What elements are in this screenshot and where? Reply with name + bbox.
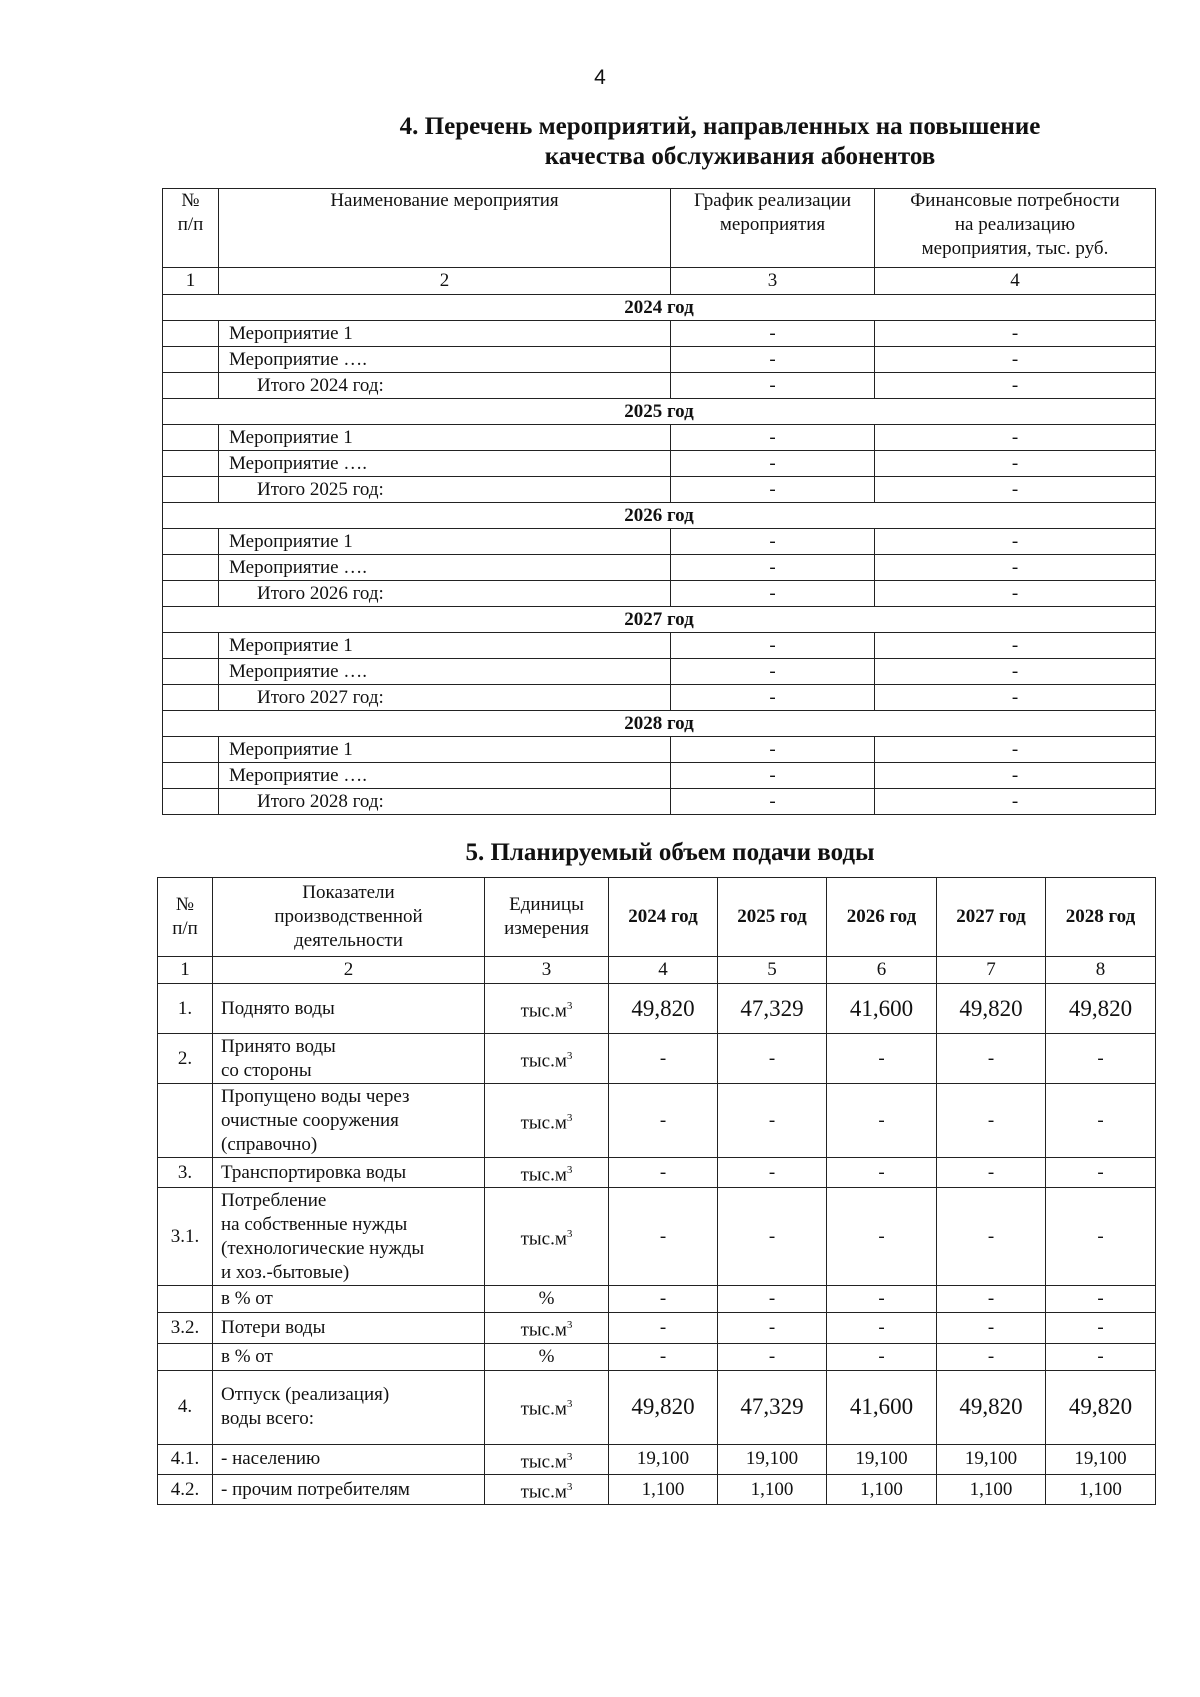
- indicator-value: -: [937, 1313, 1046, 1343]
- indicator-value: -: [827, 1313, 937, 1343]
- indicator-line: Принято воды: [221, 1035, 336, 1057]
- row-num-cell: [163, 789, 219, 815]
- indicator-unit: [485, 1188, 609, 1286]
- indicator-unit: [485, 1158, 609, 1188]
- unit-superscript: 3: [566, 1164, 573, 1176]
- indicator-unit: [485, 1474, 609, 1504]
- indicator-value: -: [1046, 1158, 1156, 1188]
- unit-text: тыс.м: [520, 1112, 567, 1134]
- indicator-line: Потребление: [221, 1189, 327, 1211]
- indicator-row: [158, 1034, 1156, 1084]
- header-name: [219, 189, 671, 268]
- indicator-num: 4.2.: [158, 1474, 213, 1504]
- unit-superscript: 3: [566, 1228, 573, 1241]
- indicator-num: [158, 1343, 213, 1370]
- header-num: [163, 189, 219, 268]
- section-4-title-line-2: качества обслуживания абонентов: [544, 143, 936, 170]
- indicator-value: 41,600: [827, 1370, 937, 1444]
- indicator-unit: [485, 1444, 609, 1474]
- indicator-value: 49,820: [609, 1370, 718, 1444]
- indicator-line: (технологические нужды: [221, 1237, 425, 1259]
- indicator-num: 2.: [158, 1034, 213, 1084]
- indicator-value: 47,329: [718, 984, 827, 1034]
- indicator-value: -: [937, 1084, 1046, 1158]
- year-label: 2028 год: [163, 711, 1156, 737]
- measure-row: [163, 737, 1156, 763]
- indicator-value: 41,600: [827, 984, 937, 1034]
- indicator-name: [213, 1343, 485, 1370]
- year-label: 2027 год: [163, 607, 1156, 633]
- row-num-cell: [163, 373, 219, 399]
- indicator-value: 19,100: [609, 1444, 718, 1474]
- row-num-cell: [163, 451, 219, 477]
- measure-finance: -: [875, 373, 1156, 399]
- indicator-value: -: [937, 1188, 1046, 1286]
- row-num-cell: [163, 529, 219, 555]
- unit-text: %: [538, 1288, 555, 1310]
- indicator-value: -: [718, 1034, 827, 1084]
- indicator-line: со стороны: [221, 1059, 312, 1081]
- indicator-name: [213, 1370, 485, 1444]
- header-year: 2027 год: [937, 878, 1046, 957]
- indicator-row: [158, 1158, 1156, 1188]
- measure-schedule: -: [671, 425, 875, 451]
- header-finance-line-2: на реализацию: [954, 214, 1076, 235]
- measure-finance: -: [875, 425, 1156, 451]
- indicator-unit: [485, 1034, 609, 1084]
- indicator-value: -: [937, 1034, 1046, 1084]
- indicator-line: (справочно): [221, 1133, 318, 1155]
- indicator-value: 49,820: [609, 984, 718, 1034]
- year-row: [163, 295, 1156, 321]
- indicator-name: [213, 1158, 485, 1188]
- header-schedule-line-1: График реализации: [693, 190, 852, 211]
- indicator-value: -: [827, 1286, 937, 1313]
- indicator-num: 3.1.: [158, 1188, 213, 1286]
- header-schedule-line-2: мероприятия: [719, 214, 826, 235]
- measure-row: [163, 555, 1156, 581]
- measure-name: Итого 2028 год:: [219, 789, 671, 815]
- indicator-value: -: [1046, 1188, 1156, 1286]
- measure-name: Мероприятие ….: [219, 659, 671, 685]
- row-num-cell: [163, 347, 219, 373]
- indicator-value: 19,100: [718, 1444, 827, 1474]
- indicator-value: -: [827, 1084, 937, 1158]
- column-number: 3: [671, 268, 875, 295]
- indicator-line: Пропущено воды через: [221, 1085, 410, 1107]
- indicator-value: -: [1046, 1313, 1156, 1343]
- column-number: 1: [163, 268, 219, 295]
- year-row: [163, 503, 1156, 529]
- unit-text: %: [538, 1345, 555, 1367]
- water-supply-table: [157, 877, 1156, 1505]
- year-label: 2025 год: [163, 399, 1156, 425]
- indicator-line: и хоз.-бытовые): [221, 1261, 350, 1283]
- indicator-value: -: [1046, 1286, 1156, 1313]
- year-row: [163, 607, 1156, 633]
- indicator-value: 19,100: [827, 1444, 937, 1474]
- indicator-num: 4.: [158, 1370, 213, 1444]
- row-num-cell: [163, 425, 219, 451]
- measure-finance: -: [875, 581, 1156, 607]
- page-number: 4: [594, 66, 606, 89]
- header-finance: [875, 189, 1156, 268]
- indicator-num: [158, 1084, 213, 1158]
- indicator-name: [213, 1034, 485, 1084]
- indicator-line: очистные сооружения: [221, 1109, 399, 1131]
- measure-row: [163, 347, 1156, 373]
- indicator-name: [213, 1286, 485, 1313]
- unit-superscript: 3: [566, 1319, 573, 1332]
- indicator-line: на собственные нужды: [221, 1213, 408, 1235]
- measure-schedule: -: [671, 555, 875, 581]
- unit-text: тыс.м: [520, 1050, 567, 1072]
- indicator-value: 49,820: [1046, 1370, 1156, 1444]
- measure-name: Итого 2024 год:: [219, 373, 671, 399]
- indicator-value: -: [718, 1313, 827, 1343]
- indicator-name: [213, 1084, 485, 1158]
- indicator-row: [158, 1313, 1156, 1343]
- header-unit-line-1: Единицы: [509, 894, 584, 915]
- indicator-num: 4.1.: [158, 1444, 213, 1474]
- unit-text: тыс.м: [520, 1481, 567, 1503]
- measure-row: [163, 425, 1156, 451]
- measure-finance: -: [875, 529, 1156, 555]
- measure-row: [163, 763, 1156, 789]
- indicator-value: 1,100: [937, 1474, 1046, 1504]
- indicator-line: Поднято воды: [221, 997, 335, 1019]
- indicator-unit: [485, 1343, 609, 1370]
- column-numbers-row: [163, 268, 1156, 295]
- row-num-cell: [163, 633, 219, 659]
- measure-schedule: -: [671, 373, 875, 399]
- measure-finance: -: [875, 763, 1156, 789]
- indicator-line: Потери воды: [221, 1316, 326, 1338]
- measure-finance: -: [875, 477, 1156, 503]
- measure-finance: -: [875, 555, 1156, 581]
- indicator-value: 1,100: [609, 1474, 718, 1504]
- indicator-value: -: [1046, 1034, 1156, 1084]
- measure-schedule: -: [671, 659, 875, 685]
- year-row: [163, 711, 1156, 737]
- indicator-unit: [485, 1313, 609, 1343]
- measure-finance: -: [875, 789, 1156, 815]
- measures-table-header: [163, 189, 1156, 268]
- measure-row: [163, 633, 1156, 659]
- indicator-line: в % от: [221, 1288, 273, 1310]
- indicator-row: [158, 1343, 1156, 1370]
- column-number: 8: [1046, 957, 1156, 984]
- unit-superscript: 3: [566, 1450, 573, 1463]
- measure-schedule: -: [671, 763, 875, 789]
- measure-name: Итого 2027 год:: [219, 685, 671, 711]
- unit-text: тыс.м: [520, 1164, 567, 1186]
- year-row: [163, 399, 1156, 425]
- column-number: 5: [718, 957, 827, 984]
- header-indicator-line-1: Показатели: [302, 882, 395, 903]
- header-unit-line-2: измерения: [504, 918, 589, 939]
- total-row: [163, 685, 1156, 711]
- measure-finance: -: [875, 451, 1156, 477]
- year-label: 2024 год: [163, 295, 1156, 321]
- indicator-line: Транспортировка воды: [221, 1161, 407, 1183]
- unit-text: тыс.м: [520, 1450, 567, 1472]
- unit-superscript: 3: [566, 999, 573, 1012]
- measure-schedule: -: [671, 529, 875, 555]
- measure-schedule: -: [671, 633, 875, 659]
- measure-schedule: -: [671, 737, 875, 763]
- total-row: [163, 477, 1156, 503]
- section-4-title: [150, 112, 1150, 172]
- header-year: 2028 год: [1046, 878, 1156, 957]
- indicator-row: [158, 1188, 1156, 1286]
- unit-superscript: 3: [566, 1049, 573, 1062]
- total-row: [163, 789, 1156, 815]
- indicator-unit: [485, 984, 609, 1034]
- indicator-value: -: [718, 1188, 827, 1286]
- measure-name: Мероприятие ….: [219, 451, 671, 477]
- indicator-name: [213, 1313, 485, 1343]
- row-num-cell: [163, 581, 219, 607]
- measure-name: Мероприятие 1: [219, 529, 671, 555]
- indicator-name: [213, 1188, 485, 1286]
- row-num-cell: [163, 737, 219, 763]
- indicator-value: -: [718, 1343, 827, 1370]
- row-num-cell: [163, 659, 219, 685]
- indicator-value: 19,100: [937, 1444, 1046, 1474]
- measure-name: Мероприятие 1: [219, 737, 671, 763]
- measure-name: Мероприятие ….: [219, 763, 671, 789]
- header-num-line-2: п/п: [177, 214, 204, 235]
- indicator-num: 1.: [158, 984, 213, 1034]
- measure-schedule: -: [671, 581, 875, 607]
- unit-text: тыс.м: [520, 1000, 567, 1022]
- column-numbers-row: [158, 957, 1156, 984]
- measure-row: [163, 659, 1156, 685]
- header-schedule: [671, 189, 875, 268]
- indicator-row: [158, 1474, 1156, 1504]
- indicator-value: -: [718, 1084, 827, 1158]
- indicator-value: 49,820: [937, 984, 1046, 1034]
- header-num-line-1: №: [175, 894, 195, 915]
- unit-superscript: 3: [566, 1111, 573, 1124]
- column-number: 4: [875, 268, 1156, 295]
- indicator-value: -: [609, 1286, 718, 1313]
- indicator-unit: [485, 1370, 609, 1444]
- indicator-value: 1,100: [718, 1474, 827, 1504]
- indicator-value: -: [1046, 1084, 1156, 1158]
- indicator-value: -: [827, 1158, 937, 1188]
- row-num-cell: [163, 685, 219, 711]
- indicator-value: 1,100: [1046, 1474, 1156, 1504]
- indicator-value: 1,100: [827, 1474, 937, 1504]
- indicator-value: 47,329: [718, 1370, 827, 1444]
- row-num-cell: [163, 477, 219, 503]
- unit-text: тыс.м: [520, 1319, 567, 1341]
- indicator-value: -: [609, 1084, 718, 1158]
- indicator-num: 3.: [158, 1158, 213, 1188]
- indicator-value: -: [937, 1158, 1046, 1188]
- indicator-name: [213, 984, 485, 1034]
- indicator-value: -: [609, 1034, 718, 1084]
- column-number: 7: [937, 957, 1046, 984]
- header-year: 2024 год: [609, 878, 718, 957]
- measure-finance: -: [875, 737, 1156, 763]
- column-number: 1: [158, 957, 213, 984]
- header-num: [158, 878, 213, 957]
- header-unit: [485, 878, 609, 957]
- indicator-unit: [485, 1084, 609, 1158]
- header-year: 2026 год: [827, 878, 937, 957]
- indicator-value: -: [937, 1286, 1046, 1313]
- measure-row: [163, 529, 1156, 555]
- measure-name: Мероприятие 1: [219, 425, 671, 451]
- indicator-row: [158, 1084, 1156, 1158]
- indicator-value: -: [609, 1158, 718, 1188]
- indicator-value: -: [827, 1188, 937, 1286]
- water-table-header: [158, 878, 1156, 957]
- indicator-value: 49,820: [1046, 984, 1156, 1034]
- indicator-value: 49,820: [937, 1370, 1046, 1444]
- row-num-cell: [163, 763, 219, 789]
- indicator-value: -: [609, 1343, 718, 1370]
- measure-name: Мероприятие ….: [219, 555, 671, 581]
- total-row: [163, 581, 1156, 607]
- measure-row: [163, 321, 1156, 347]
- section-5-title: 5. Планируемый объем подачи воды: [465, 839, 875, 866]
- measure-schedule: -: [671, 477, 875, 503]
- measure-name: Мероприятие 1: [219, 633, 671, 659]
- measure-schedule: -: [671, 789, 875, 815]
- header-year: 2025 год: [718, 878, 827, 957]
- header-finance-line-1: Финансовые потребности: [910, 190, 1120, 211]
- unit-superscript: 3: [566, 1480, 573, 1493]
- header-indicator-line-3: деятельности: [294, 930, 403, 951]
- unit-superscript: 3: [566, 1398, 573, 1411]
- measure-finance: -: [875, 685, 1156, 711]
- indicator-num: [158, 1286, 213, 1313]
- indicator-line: - населению: [221, 1448, 321, 1470]
- measure-finance: -: [875, 633, 1156, 659]
- indicator-value: -: [1046, 1343, 1156, 1370]
- measure-schedule: -: [671, 347, 875, 373]
- total-row: [163, 373, 1156, 399]
- column-number: 2: [219, 268, 671, 295]
- measures-table: [162, 188, 1156, 815]
- indicator-value: -: [827, 1343, 937, 1370]
- indicator-value: -: [609, 1313, 718, 1343]
- measure-schedule: -: [671, 321, 875, 347]
- measure-row: [163, 451, 1156, 477]
- indicator-value: 19,100: [1046, 1444, 1156, 1474]
- indicator-row: [158, 984, 1156, 1034]
- column-number: 4: [609, 957, 718, 984]
- header-name-text: Наименование мероприятия: [330, 190, 559, 211]
- column-number: 2: [213, 957, 485, 984]
- year-label: 2026 год: [163, 503, 1156, 529]
- measure-name: Мероприятие 1: [219, 321, 671, 347]
- section-4-title-line-1: 4. Перечень мероприятий, направленных на повышение: [399, 113, 1041, 140]
- header-indicator: [213, 878, 485, 957]
- measure-name: Итого 2026 год:: [219, 581, 671, 607]
- indicator-name: [213, 1444, 485, 1474]
- indicator-value: -: [937, 1343, 1046, 1370]
- indicator-row: [158, 1444, 1156, 1474]
- indicator-value: -: [609, 1188, 718, 1286]
- indicator-row: [158, 1370, 1156, 1444]
- indicator-line: в % от: [221, 1345, 273, 1367]
- measure-schedule: -: [671, 685, 875, 711]
- column-number: 3: [485, 957, 609, 984]
- indicator-value: -: [718, 1286, 827, 1313]
- unit-text: тыс.м: [520, 1228, 567, 1250]
- row-num-cell: [163, 555, 219, 581]
- column-number: 6: [827, 957, 937, 984]
- indicator-line: - прочим потребителям: [221, 1478, 410, 1500]
- header-num-line-1: №: [181, 190, 200, 211]
- measure-finance: -: [875, 321, 1156, 347]
- header-num-line-2: п/п: [172, 918, 198, 939]
- measure-name: Мероприятие ….: [219, 347, 671, 373]
- measure-finance: -: [875, 659, 1156, 685]
- unit-text: тыс.м: [520, 1398, 567, 1420]
- indicator-num: 3.2.: [158, 1313, 213, 1343]
- row-num-cell: [163, 321, 219, 347]
- indicator-line: Отпуск (реализация): [221, 1384, 390, 1406]
- header-indicator-line-2: производственной: [274, 906, 423, 927]
- measure-name: Итого 2025 год:: [219, 477, 671, 503]
- header-finance-line-3: мероприятия, тыс. руб.: [921, 238, 1109, 259]
- indicator-line: воды всего:: [221, 1408, 315, 1430]
- indicator-value: -: [718, 1158, 827, 1188]
- indicator-name: [213, 1474, 485, 1504]
- indicator-value: -: [827, 1034, 937, 1084]
- indicator-row: [158, 1286, 1156, 1313]
- indicator-unit: [485, 1286, 609, 1313]
- measure-finance: -: [875, 347, 1156, 373]
- measure-schedule: -: [671, 451, 875, 477]
